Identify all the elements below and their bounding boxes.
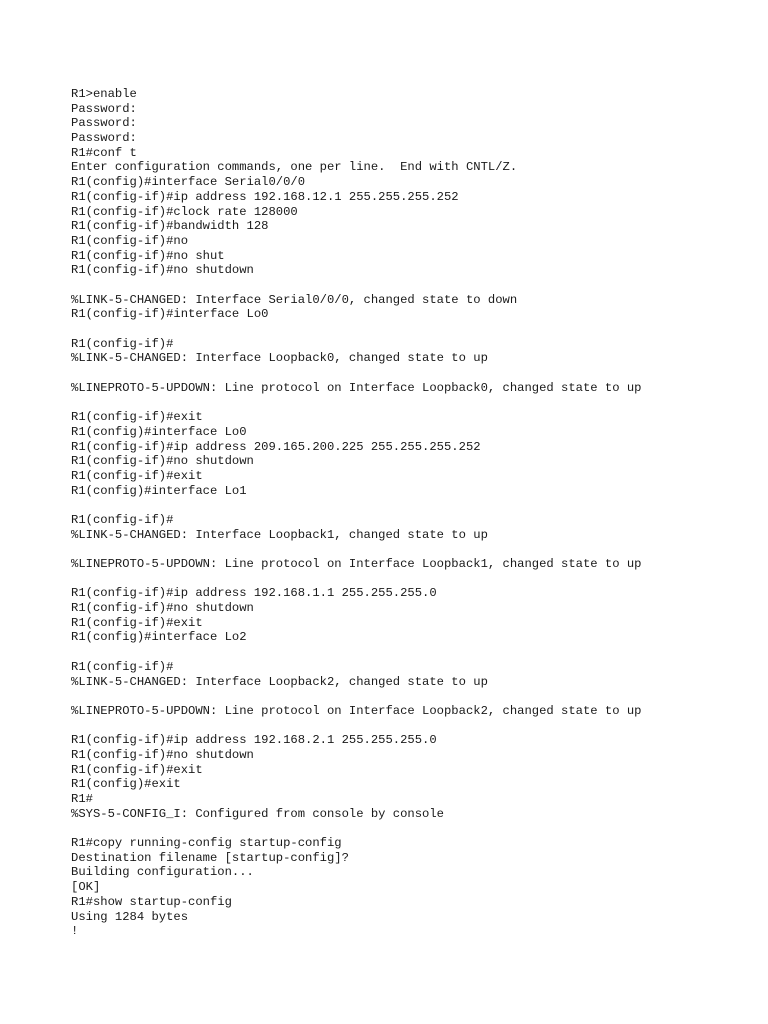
console-line: R1(config-if)#exit [71, 615, 203, 630]
blank-line [71, 645, 751, 660]
console-line: %LINEPROTO-5-UPDOWN: Line protocol on Interface Loopback1, changed state to up [71, 557, 642, 571]
blank-line [71, 322, 751, 337]
console-line: %LINK-5-CHANGED: Interface Loopback0, changed state to up [71, 351, 488, 366]
console-line: Password: [71, 116, 137, 131]
console-line: Password: [71, 101, 137, 116]
console-line: %LINEPROTO-5-UPDOWN: Line protocol on Interface Loopback2, changed state to up [71, 703, 642, 718]
console-line: Password: [71, 131, 137, 146]
console-line: [OK] [71, 880, 101, 895]
console-line: R1(config-if)#no shutdown [71, 747, 254, 762]
blank-line [71, 719, 751, 734]
console-line: R1#conf t [71, 145, 137, 160]
console-line: R1(config-if)#ip address 192.168.2.1 255.255.255.0 [71, 733, 437, 748]
console-line: R1(config)#interface Serial0/0/0 [71, 175, 306, 190]
console-line: R1(config-if)#exit [71, 762, 203, 777]
console-line: R1(config-if)#exit [71, 410, 203, 425]
console-line: ! [71, 924, 79, 939]
console-line: R1(config-if)#ip address 192.168.1.1 255.255.255.0 [71, 586, 437, 601]
console-line: R1(config-if)#clock rate 128000 [71, 204, 298, 219]
console-line: R1>enable [71, 87, 137, 101]
console-line: R1# [71, 792, 93, 806]
console-line: R1(config-if)# [71, 659, 174, 674]
console-line: %SYS-5-CONFIG_I: Configured from console by console [71, 806, 444, 821]
console-line: R1#show startup-config [71, 894, 232, 909]
console-transcript [71, 87, 751, 939]
console-line: Using 1284 bytes [71, 909, 189, 924]
console-line: R1(config-if)#no shutdown [71, 601, 254, 616]
blank-line [71, 278, 751, 293]
console-line: R1(config-if)#no shutdown [71, 454, 254, 469]
console-line: R1(config-if)# [71, 336, 174, 351]
console-line: Destination filename [startup-config]? [71, 850, 349, 865]
console-line: Building configuration... [71, 865, 254, 880]
console-line: R1(config-if)#interface Lo0 [71, 307, 269, 322]
console-line: R1(config)#interface Lo0 [71, 424, 247, 439]
blank-line [71, 572, 751, 587]
console-line: R1(config-if)#no shutdown [71, 263, 254, 278]
console-line: R1(config-if)#ip address 209.165.200.225 255.255.255.252 [71, 439, 481, 454]
console-line: R1(config-if)#ip address 192.168.12.1 255.255.255.252 [71, 189, 459, 204]
console-line: R1(config)#interface Lo1 [71, 483, 247, 498]
console-line: R1(config)#interface Lo2 [71, 630, 247, 645]
blank-line [71, 821, 751, 836]
blank-line [71, 366, 751, 381]
console-line: R1(config)#exit [71, 777, 181, 792]
console-line: R1#copy running-config startup-config [71, 836, 342, 851]
console-line: %LINEPROTO-5-UPDOWN: Line protocol on Interface Loopback0, changed state to up [71, 380, 642, 395]
console-line: R1(config-if)#no [71, 233, 189, 248]
console-line: R1(config-if)# [71, 512, 174, 527]
blank-line [71, 395, 751, 410]
blank-line [71, 689, 751, 704]
console-line: R1(config-if)#no shut [71, 248, 225, 263]
console-line: %LINK-5-CHANGED: Interface Serial0/0/0, changed state to down [71, 292, 518, 307]
blank-line [71, 498, 751, 513]
console-line: %LINK-5-CHANGED: Interface Loopback1, changed state to up [71, 527, 488, 542]
console-line: R1(config-if)#exit [71, 468, 203, 483]
blank-line [71, 542, 751, 557]
console-line: Enter configuration commands, one per line. End with CNTL/Z. [71, 160, 518, 175]
console-line: R1(config-if)#bandwidth 128 [71, 219, 269, 234]
console-line: %LINK-5-CHANGED: Interface Loopback2, changed state to up [71, 674, 488, 689]
